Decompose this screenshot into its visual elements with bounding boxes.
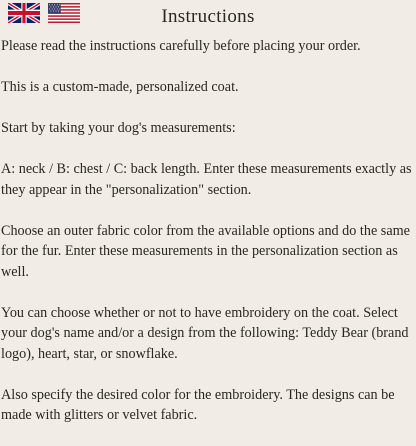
instruction-paragraph: Please read the instructions carefully before placing your order. xyxy=(1,38,361,54)
instruction-paragraph: Start by taking your dog's measurements: xyxy=(1,120,236,136)
instruction-paragraph: This is a custom-made, personalized coat. xyxy=(1,79,239,95)
instruction-paragraph: Choose an outer fabric color from the available options and do the same for the fur. Enter these measurements in the personalization section as well. xyxy=(1,222,410,280)
instruction-paragraph: You can choose whether or not to have embroidery on the coat. Select your dog's name and/or a design from the following: Teddy Bear (brand logo), heart, star, or snowflake. xyxy=(1,304,409,362)
instruction-paragraph: Also specify the desired color for the embroidery. The designs can be made with glitters or velvet fabric. xyxy=(1,386,395,423)
instructions-body xyxy=(1,36,413,446)
page-title: Instructions xyxy=(161,6,255,27)
instruction-paragraph: A: neck / B: chest / C: back length. Enter these measurements exactly as they appear in the "personalization" section. xyxy=(1,161,412,198)
